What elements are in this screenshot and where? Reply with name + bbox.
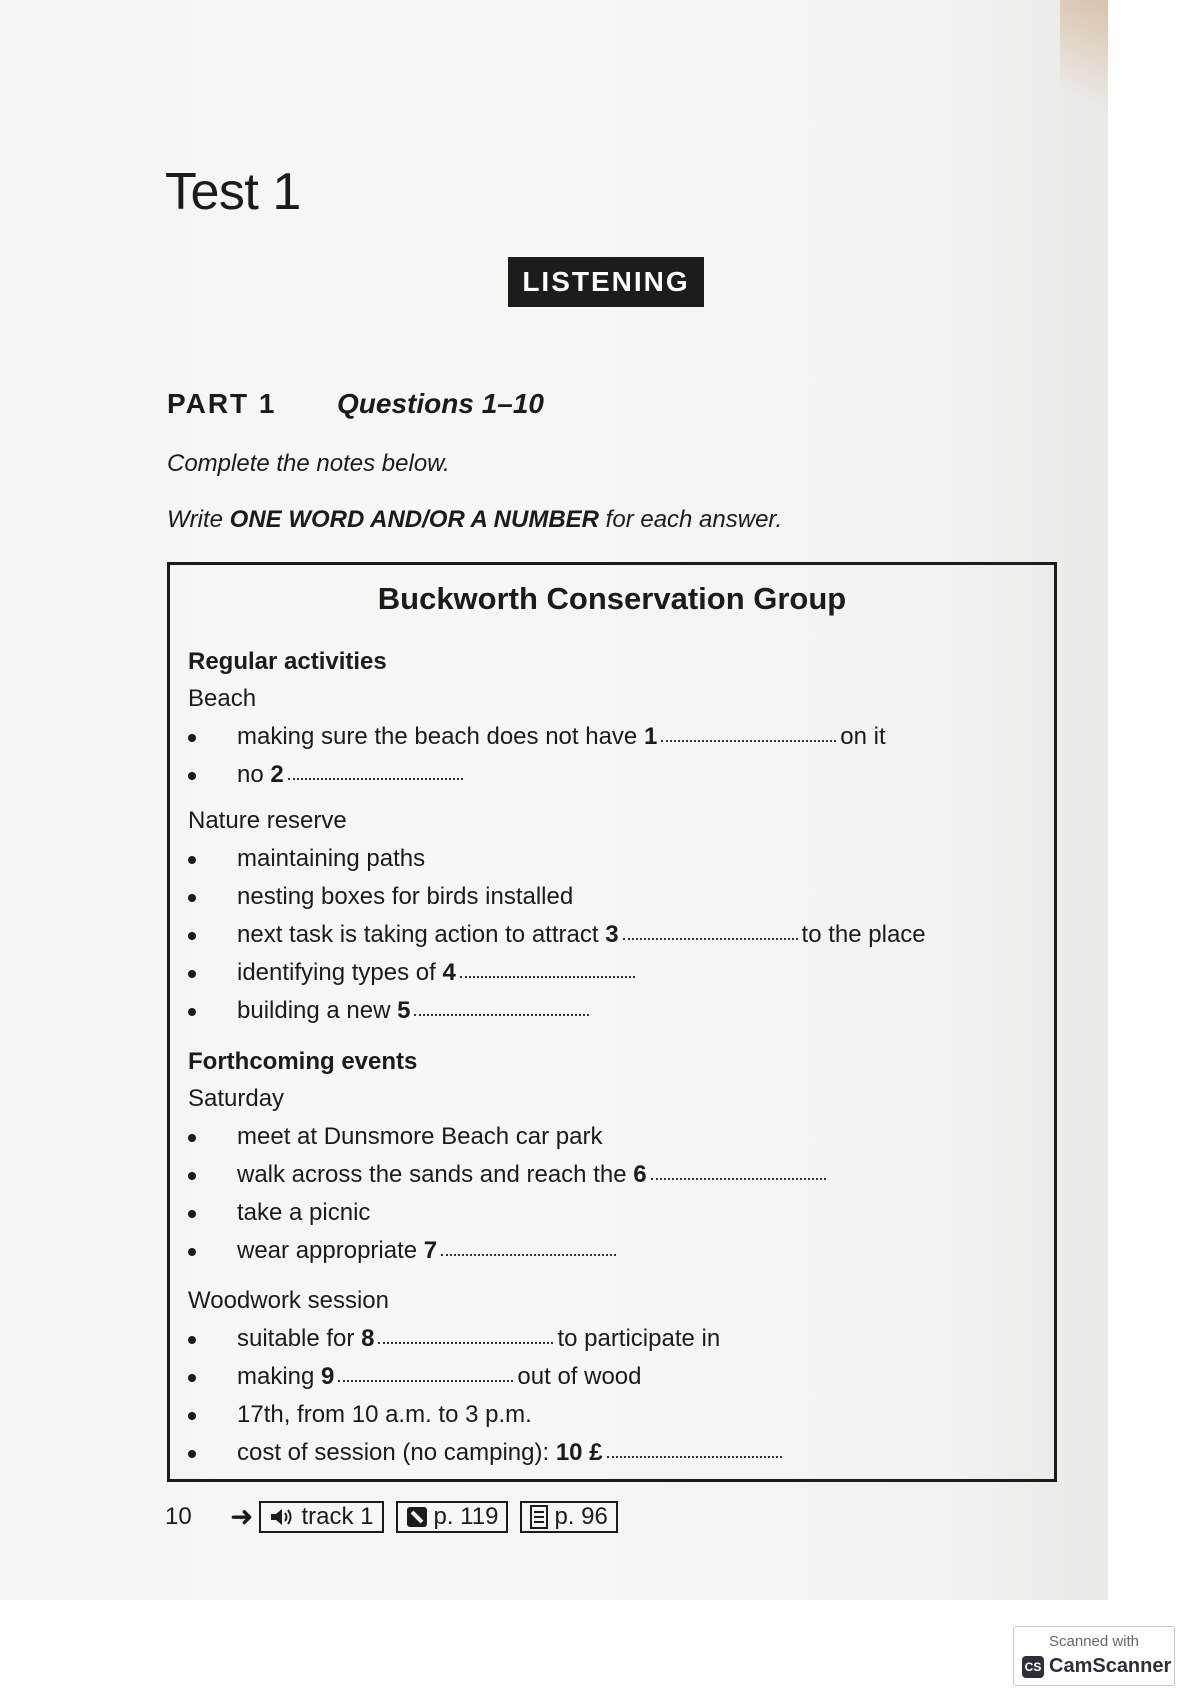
answer-blank[interactable]: [623, 937, 798, 940]
answer-page-reference: [396, 1501, 509, 1533]
question-number: 3: [605, 921, 619, 948]
instruction-write-suffix: for each answer.: [605, 506, 783, 533]
question-number: 4: [442, 959, 456, 986]
document-icon: [530, 1505, 548, 1529]
page-number: 10: [165, 1502, 192, 1530]
beach-heading: Beach: [188, 685, 257, 712]
question-number: 7: [423, 1237, 438, 1264]
question-number: 1: [643, 723, 658, 750]
answer-blank[interactable]: [607, 1455, 782, 1458]
part-label: PART 1: [167, 388, 277, 419]
question-number: 5: [397, 997, 411, 1024]
section-badge: LISTENING: [508, 257, 704, 307]
answer-blank[interactable]: [460, 975, 635, 978]
answer-blank[interactable]: [651, 1177, 826, 1180]
notes-title: Buckworth Conservation Group: [377, 581, 847, 616]
transcript-page-reference: [520, 1501, 617, 1533]
camscanner-logo-icon: CS: [1022, 1656, 1044, 1678]
question-number: 6: [633, 1161, 647, 1188]
bullet-icon: [188, 1248, 196, 1256]
bullet-icon: [188, 856, 196, 864]
page-corner-shadow: [1060, 0, 1108, 140]
speaker-icon: [269, 1506, 295, 1528]
bullet-icon: [188, 1172, 196, 1180]
saturday-heading: Saturday: [188, 1085, 285, 1112]
bullet-icon: [188, 772, 196, 780]
track-reference: [259, 1501, 383, 1533]
bullet-icon: [188, 1134, 196, 1142]
answer-blank[interactable]: [338, 1379, 513, 1382]
question-number: 9: [321, 1363, 335, 1390]
answer-page-label: p. 119: [433, 1502, 499, 1530]
answer-blank[interactable]: [661, 739, 836, 742]
camscanner-brand: CamScanner: [1049, 1655, 1172, 1677]
bullet-icon: [188, 1336, 196, 1344]
bullet-icon: [188, 734, 196, 742]
bullet-icon: [188, 1412, 196, 1420]
instruction-write: [167, 506, 782, 534]
bullet-icon: [188, 1374, 196, 1382]
page-footer: [165, 1500, 628, 1533]
answer-key-icon: [406, 1506, 428, 1528]
question-number: 2: [270, 761, 284, 788]
answer-blank[interactable]: [414, 1013, 589, 1016]
bullet-icon: [188, 1210, 196, 1218]
instruction-write-bold: ONE WORD AND/OR A NUMBER: [229, 506, 599, 533]
part-heading: [167, 388, 544, 420]
question-number: 10: [555, 1439, 583, 1466]
woodwork-heading: Woodwork session: [188, 1287, 389, 1314]
nature-reserve-heading: Nature reserve: [188, 807, 347, 834]
arrow-right-icon: ➜: [230, 1501, 254, 1532]
bullet-icon: [188, 894, 196, 902]
answer-blank[interactable]: [441, 1253, 616, 1256]
answer-blank[interactable]: [288, 777, 463, 780]
bullet-icon: [188, 1450, 196, 1458]
instruction-complete: Complete the notes below.: [167, 450, 450, 477]
answer-blank[interactable]: [378, 1341, 553, 1344]
track-label: track 1: [301, 1502, 374, 1530]
instruction-write-prefix: Write: [167, 506, 223, 533]
transcript-page-label: p. 96: [554, 1502, 608, 1530]
forthcoming-events-heading: Forthcoming events: [188, 1048, 418, 1075]
test-title: Test 1: [165, 163, 301, 221]
scanned-with-text: Scanned with: [1048, 1633, 1140, 1650]
camscanner-watermark: [1013, 1626, 1175, 1686]
bullet-icon: [188, 970, 196, 978]
question-number: 8: [361, 1325, 375, 1352]
notes-box: Buckworth Conservation Group Regular activities Beach making sure the beach does not have 1 on it no 2 Nature reserve maintaining paths nesting boxes for birds installed next task is taking action to attract 3 to the place identifying types of 4 building a new 5 Forthcoming events Saturday meet at Dunsmore Beach car park walk across the sands and reach the 6 take a picnic wear appropriate 7 Woodwork session suitable for 8 to participate in making 9 out of wood 17th, from 10 a.m. to 3 p.m. cost of session (no camping): 10 £: [167, 562, 1057, 1482]
regular-activities-heading: Regular activities: [188, 648, 387, 675]
questions-label: Questions 1–10: [337, 388, 544, 419]
bullet-icon: [188, 932, 196, 940]
bullet-icon: [188, 1008, 196, 1016]
